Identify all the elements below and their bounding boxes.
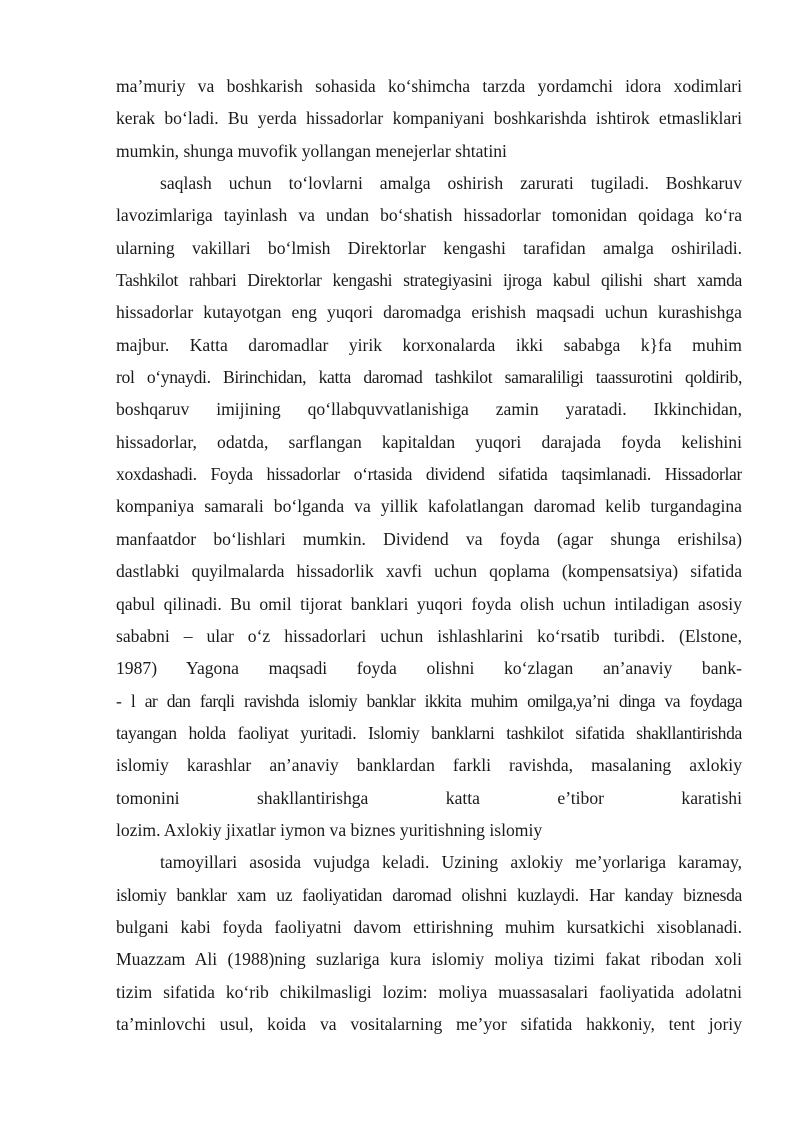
text-line: rol o‘ynaydi. Birinchidan, katta daromad tashkilot samaraliligi taassurotini qoldirib, xyxy=(116,367,742,388)
text-line: dastlabki quyilmalarda hissadorlik xavfi uchun qoplama (kompensatsiya) sifatida xyxy=(116,561,742,582)
text-line: kompaniya samarali bo‘lganda va yillik kafolatlangan daromad kelib turgandagina xyxy=(116,496,742,517)
text-line: tayangan holda faoliyat yuritadi. Islomiy banklarni tashkilot sifatida shakllantirishda xyxy=(116,722,742,743)
text-line: tomonini shakllantirishga katta e’tibor karatishi xyxy=(116,787,742,808)
text-line: islomiy banklar xam uz faoliyatidan daromad olishni kuzlaydi. Har kanday biznesda xyxy=(116,884,742,905)
text-line: manfaatdor bo‘lishlari mumkin. Dividend va foyda (agar shunga erishilsa) xyxy=(116,528,742,549)
text-line: lozim. Axlokiy jixatlar iymon va biznes yuritishning islomiy xyxy=(116,819,543,840)
text-line: ma’muriy va boshkarish sohasida ko‘shimcha tarzda yordamchi idora xodimlari xyxy=(116,76,742,96)
text-line: ta’minlovchi usul, koida va vositalarning me’yor sifatida hakkoniy, tent joriy xyxy=(116,1013,742,1034)
text-line: hissadorlar kutayotgan eng yuqori daromadga erishish maqsadi uchun kurashishga xyxy=(116,302,742,323)
text-line: tamoyillari asosida vujudga keladi. Uzining axlokiy me’yorlariga karamay, xyxy=(160,852,742,873)
text-line: majbur. Katta daromadlar yirik korxonalarda ikki sababga k}fa muhim xyxy=(116,334,742,355)
body-text xyxy=(116,70,742,1040)
text-line: tizim sifatida ko‘rib chikilmasligi lozim: moliya muassasalari faoliyatida adolatni xyxy=(116,981,742,1002)
text-line: Muazzam Ali (1988)ning suzlariga kura islomiy moliya tizimi fakat ribodan xoli xyxy=(116,949,742,970)
text-line: boshqaruv imijining qo‘llabquvvatlanishiga zamin yaratadi. Ikkinchidan, xyxy=(116,399,742,420)
text-line: Tashkilot rahbari Direktorlar kengashi strategiyasini ijroga kabul qilishi shart xamda xyxy=(116,270,742,291)
text-line: islomiy karashlar an’anaviy banklardan farkli ravishda, masalaning axlokiy xyxy=(116,755,742,776)
text-line: bulgani kabi foyda faoliyatni davom ettirishning muhim kursatkichi xisoblanadi. xyxy=(116,916,742,937)
text-line: ularning vakillari bo‘lmish Direktorlar kengashi tarafidan amalga oshiriladi. xyxy=(116,237,742,258)
text-line: xoxdashadi. Foyda hissadorlar o‘rtasida dividend sifatida taqsimlanadi. Hissadorlar xyxy=(116,464,742,485)
text-line: hissadorlar, odatda, sarflangan kapitaldan yuqori darajada foyda kelishini xyxy=(116,431,742,452)
text-line: mumkin, shunga muvofik yollangan menejerlar shtatini xyxy=(116,140,507,161)
text-line: - l ar dan farqli ravishda islomiy banklar ikkita muhim omilga,ya’ni dinga va foydaga xyxy=(116,690,742,711)
text-line: lavozimlariga tayinlash va undan bo‘shatish hissadorlar tomonidan qoidaga ko‘ra xyxy=(116,205,742,226)
text-line: kerak bo‘ladi. Bu yerda hissadorlar kompaniyani boshkarishda ishtirok etmasliklari xyxy=(116,108,742,129)
text-line: saqlash uchun to‘lovlarni amalga oshirish zarurati tugiladi. Boshkaruv xyxy=(160,173,742,194)
text-line: sababni – ular o‘z hissadorlari uchun ishlashlarini ko‘rsatib turibdi. (Elstone, xyxy=(116,625,742,646)
text-line: 1987) Yagona maqsadi foyda olishni ko‘zlagan an’anaviy bank- xyxy=(116,658,742,679)
text-line: qabul qilinadi. Bu omil tijorat banklari yuqori foyda olish uchun intiladigan asosiy xyxy=(116,593,742,614)
